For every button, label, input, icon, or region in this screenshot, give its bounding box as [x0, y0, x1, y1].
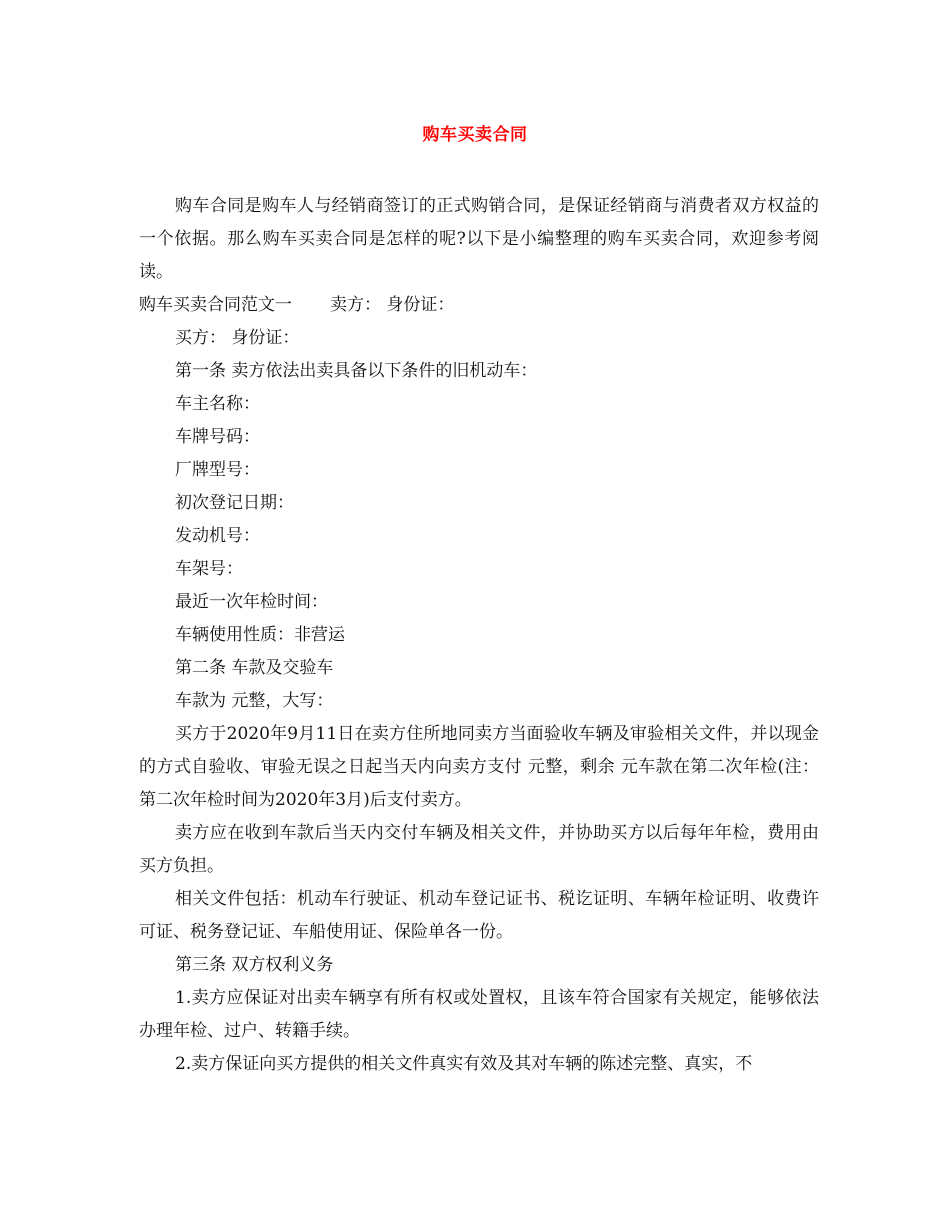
intro-paragraph: 购车合同是购车人与经销商签订的正式购销合同，是保证经销商与消费者双方权益的一个依据。那么购车买卖合同是怎样的呢?以下是小编整理的购车买卖合同，欢迎参考阅读。 [139, 196, 819, 282]
sample-heading-line [139, 289, 819, 322]
document-body [139, 190, 819, 1081]
seller-line: 卖方： 身份证： [330, 295, 455, 315]
engine-number-field: 发动机号： [175, 526, 260, 546]
price-line: 车款为 元整，大写： [175, 691, 334, 711]
clause-1-paragraph: 1.卖方应保证对出卖车辆享有所有权或处置权，且该车符合国家有关规定，能够依法办理年检、过户、转籍手续。 [139, 988, 819, 1041]
article-1-heading: 第一条 卖方依法出卖具备以下条件的旧机动车： [175, 361, 538, 381]
buyer-line: 买方： 身份证： [175, 328, 300, 348]
owner-name-field: 车主名称： [175, 394, 260, 414]
plate-number-field: 车牌号码： [175, 427, 260, 447]
last-inspection-field: 最近一次年检时间： [175, 592, 328, 612]
clause-2-paragraph: 2.卖方保证向买方提供的相关文件真实有效及其对车辆的陈述完整、真实，不 [175, 1054, 753, 1074]
documents-paragraph: 相关文件包括：机动车行驶证、机动车登记证书、税讫证明、车辆年检证明、收费许可证、税务登记证、车船使用证、保险单各一份。 [139, 889, 819, 942]
article-3-heading: 第三条 双方权利义务 [175, 955, 334, 975]
article-2-heading: 第二条 车款及交验车 [175, 658, 334, 678]
delivery-paragraph: 卖方应在收到车款后当天内交付车辆及相关文件，并协助买方以后每年年检，费用由买方负担。 [139, 823, 819, 876]
first-registration-field: 初次登记日期： [175, 493, 294, 513]
payment-paragraph: 买方于2020年9月11日在卖方住所地同卖方当面验收车辆及审验相关文件，并以现金的方式自验收、审验无误之日起当天内向卖方支付 元整，剩余 元车款在第二次年检(注：第二次年检时间为2020年3月)后支付卖方。 [139, 724, 819, 810]
frame-number-field: 车架号： [175, 559, 243, 579]
document-title: 购车买卖合同 [422, 125, 528, 145]
sample-heading: 购车买卖合同范文一 [139, 295, 292, 315]
usage-nature-field: 车辆使用性质：非营运 [175, 625, 345, 645]
brand-model-field: 厂牌型号： [175, 460, 260, 480]
